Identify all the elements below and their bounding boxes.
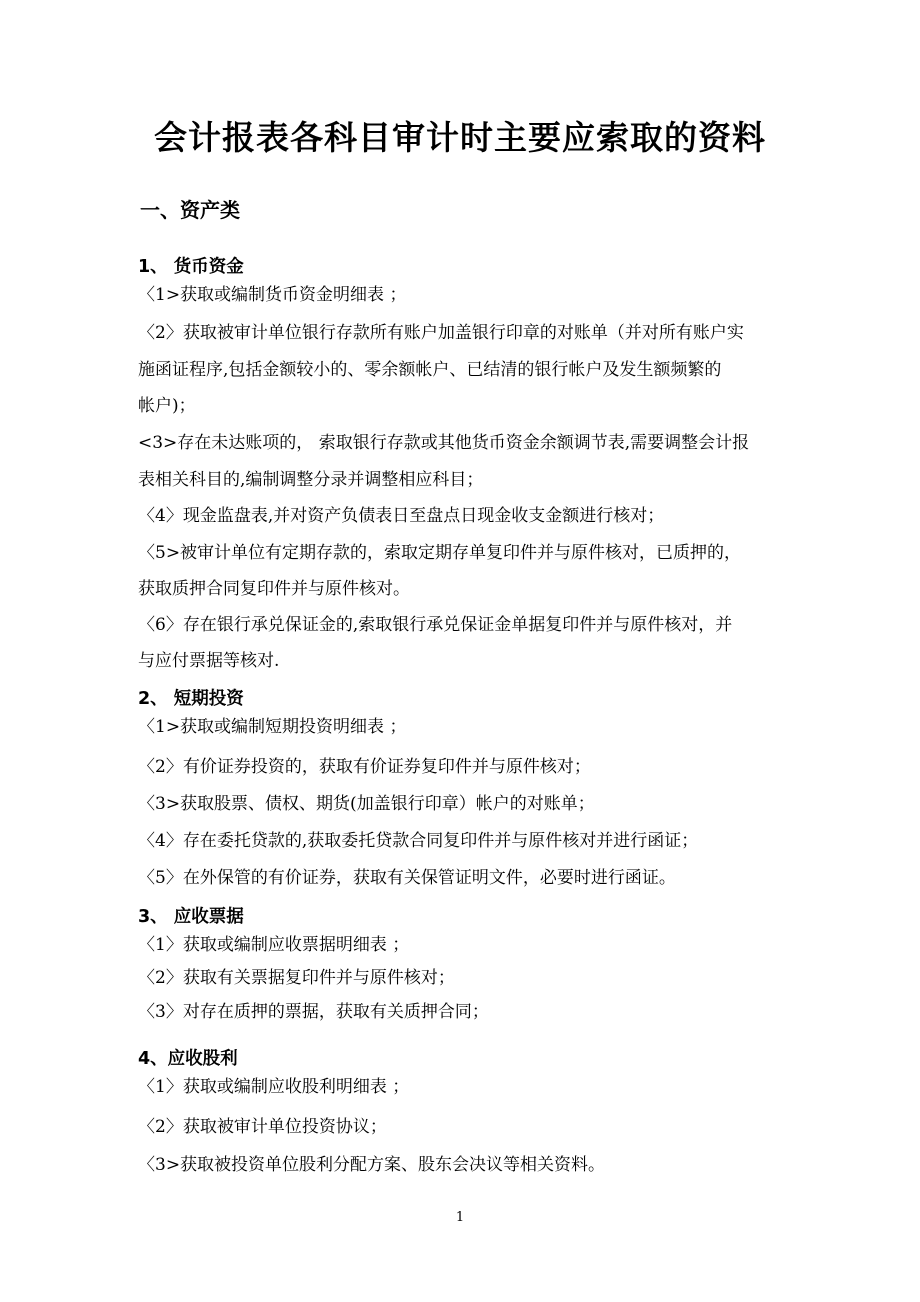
page-number: 1	[455, 1210, 465, 1225]
document-title: 会计报表各科目审计时主要应索取的资料	[154, 118, 766, 157]
cash-item-2-line-3: 帐户)；	[138, 396, 196, 416]
short-inv-item-4: 〈4〉存在委托贷款的,获取委托贷款合同复印件并与原件核对并进行函证；	[138, 831, 699, 851]
notes-item-1: 〈1〉获取或编制应收票据明细表 ；	[138, 935, 410, 955]
notes-item-2: 〈2〉获取有关票据复印件并与原件核对；	[138, 968, 455, 988]
short-inv-item-2: 〈2〉有价证券投资的，获取有价证券复印件并与原件核对；	[138, 757, 591, 777]
heading-dividends-receivable: 4、应收股利	[138, 1049, 238, 1069]
cash-item-2-line-2: 施函证程序,包括金额较小的、零余额帐户、已结清的银行帐户及发生额频繁的	[138, 360, 722, 380]
cash-item-2-line-1: 〈2〉获取被审计单位银行存款所有账户加盖银行印章的对账单（并对所有账户实	[138, 323, 744, 343]
short-inv-item-5: 〈5〉在外保管的有价证券，获取有关保管证明文件，必要时进行函证。	[138, 868, 676, 888]
cash-item-1: 〈1>获取或编制货币资金明细表 ；	[138, 285, 407, 305]
short-inv-item-1: 〈1>获取或编制短期投资明细表 ；	[138, 717, 407, 737]
heading-cash: 1、 货币资金	[138, 257, 244, 277]
dividends-item-3: 〈3>获取被投资单位股利分配方案、股东会决议等相关资料。	[138, 1155, 606, 1175]
cash-item-6-line-1: 〈6〉存在银行承兑保证金的,索取银行承兑保证金单据复印件并与原件核对，并	[138, 615, 733, 635]
section-heading-assets: 一、资产类	[140, 198, 240, 222]
cash-item-5-line-2: 获取质押合同复印件并与原件核对。	[138, 579, 410, 599]
heading-short-investment: 2、 短期投资	[138, 689, 244, 709]
cash-item-5-line-1: 〈5>被审计单位有定期存款的，索取定期存单复印件并与原件核对，已质押的，	[138, 543, 742, 563]
cash-item-3-line-1: <3>存在未达账项的， 索取银行存款或其他货币资金余额调节表,需要调整会计报	[138, 433, 750, 453]
cash-item-4: 〈4〉现金监盘表,并对资产负债表日至盘点日现金收支金额进行核对；	[138, 506, 665, 526]
cash-item-3-line-2: 表相关科目的,编制调整分录并调整相应科目；	[138, 470, 484, 490]
dividends-item-1: 〈1〉获取或编制应收股利明细表 ；	[138, 1077, 410, 1097]
dividends-item-2: 〈2〉获取被审计单位投资协议；	[138, 1117, 387, 1137]
short-inv-item-3: 〈3>获取股票、债权、期货(加盖银行印章）帐户的对账单；	[138, 794, 595, 814]
heading-notes-receivable: 3、 应收票据	[138, 907, 244, 927]
notes-item-3: 〈3〉对存在质押的票据，获取有关质押合同；	[138, 1002, 489, 1022]
cash-item-6-line-2: 与应付票据等核对.	[138, 651, 280, 671]
